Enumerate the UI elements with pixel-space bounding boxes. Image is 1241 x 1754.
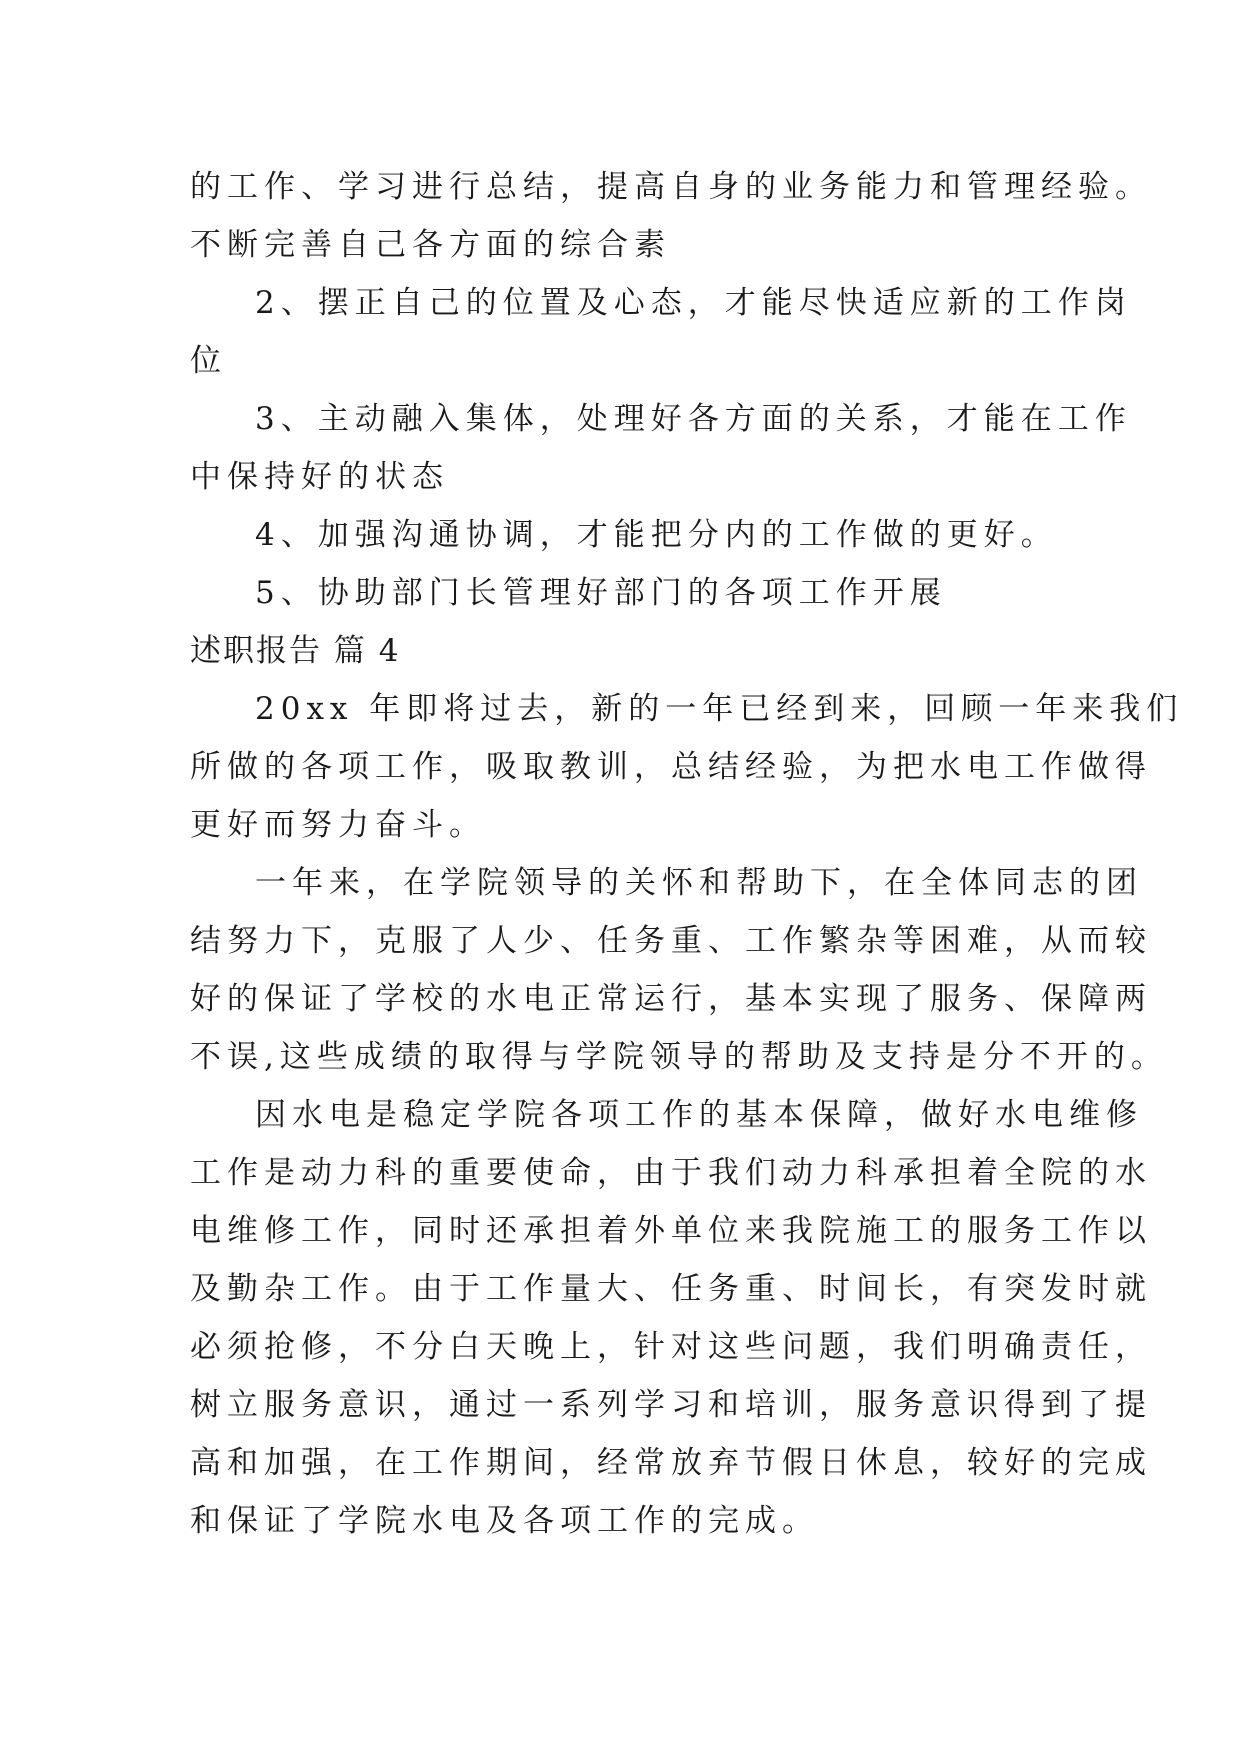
- paragraph-line: 和保证了学院水电及各项工作的完成。: [190, 1503, 819, 1539]
- text-line: 中保持好的状态: [190, 459, 449, 495]
- list-item-2: 2、摆正自己的位置及心态，才能尽快适应新的工作岗: [255, 285, 1132, 321]
- paragraph-line: 一年来，在学院领导的关怀和帮助下，在全体同志的团: [255, 865, 1143, 901]
- paragraph-line: 必须抢修，不分白天晚上，针对这些问题，我们明确责任，: [190, 1329, 1152, 1365]
- paragraph-line: 及勤杂工作。由于工作量大、任务重、时间长，有突发时就: [190, 1271, 1152, 1307]
- text-line: 位: [190, 343, 227, 379]
- list-item-5: 5、协助部门长管理好部门的各项工作开展: [255, 575, 947, 611]
- paragraph-line: 好的保证了学校的水电正常运行，基本实现了服务、保障两: [190, 981, 1152, 1017]
- paragraph-line: 电维修工作，同时还承担着外单位来我院施工的服务工作以: [190, 1213, 1152, 1249]
- list-item-3: 3、主动融入集体，处理好各方面的关系，才能在工作: [255, 401, 1132, 437]
- paragraph-line: 因水电是稳定学院各项工作的基本保障，做好水电维修: [255, 1097, 1143, 1133]
- paragraph-line: 更好而努力奋斗。: [190, 807, 486, 843]
- paragraph-line: 高和加强，在工作期间，经常放弃节假日休息，较好的完成: [190, 1445, 1152, 1481]
- text-line: 不断完善自己各方面的综合素: [190, 227, 671, 263]
- paragraph-line: 所做的各项工作，吸取教训，总结经验，为把水电工作做得: [190, 749, 1152, 785]
- paragraph-line: 20xx 年即将过去，新的一年已经到来，回顾一年来我们: [255, 691, 1184, 727]
- text-line: 的工作、学习进行总结，提高自身的业务能力和管理经验。: [190, 169, 1152, 205]
- paragraph-line: 不误,这些成绩的取得与学院领导的帮助及支持是分不开的。: [190, 1039, 1168, 1075]
- list-item-4: 4、加强沟通协调，才能把分内的工作做的更好。: [255, 517, 1058, 553]
- paragraph-line: 树立服务意识，通过一系列学习和培训，服务意识得到了提: [190, 1387, 1152, 1423]
- paragraph-line: 工作是动力科的重要使命，由于我们动力科承担着全院的水: [190, 1155, 1152, 1191]
- paragraph-line: 结努力下，克服了人少、任务重、工作繁杂等困难，从而较: [190, 923, 1152, 959]
- section-heading: 述职报告 篇 4: [190, 633, 401, 669]
- document-body: [190, 158, 1184, 1550]
